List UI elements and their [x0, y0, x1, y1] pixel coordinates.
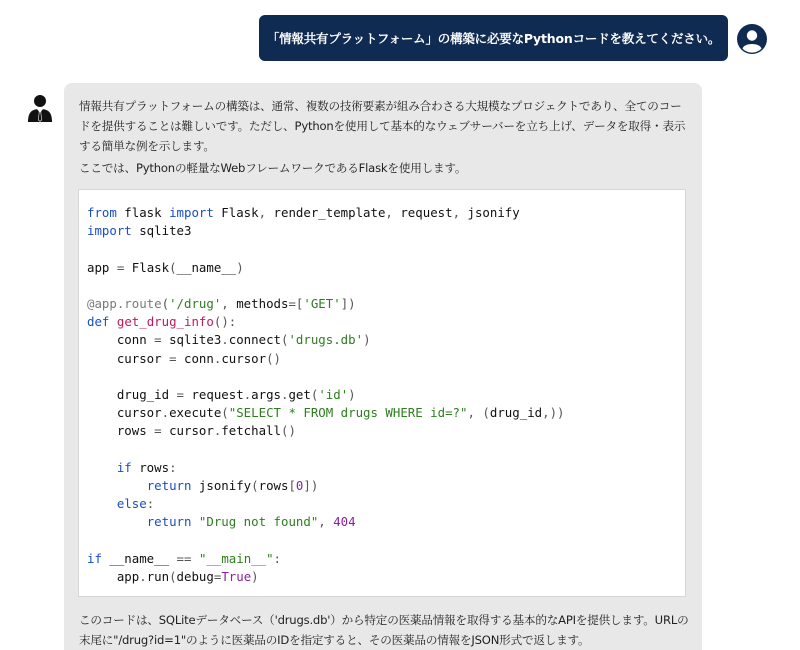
assistant-paragraph-intro: 情報共有プラットフォームの構築は、通常、複数の技術要素が組み合わさる大規模なプロジェクトであり、全てのコードを提供することは難しいです。ただし、Pythonを使用して基本的なウェブサーバーを立ち上げ、データを取得・表示する簡単な例を示します。 — [79, 99, 686, 153]
code-line: from flask import Flask, render_template, request, jsonify — [87, 205, 520, 220]
code-line: cursor = conn.cursor() — [87, 350, 282, 366]
code-line: rows = cursor.fetchall() — [87, 423, 296, 439]
code-line: if __name__ == "__main__": — [87, 550, 282, 566]
businessman-icon — [26, 94, 54, 122]
code-line: return "Drug not found", 404 — [146, 514, 356, 530]
code-line — [87, 240, 565, 258]
code-line: cursor.execute("SELECT * FROM drugs WHERE id=?", (drug_id,)) — [87, 405, 565, 421]
code-line: else: — [116, 496, 155, 511]
assistant-paragraph-explanation: このコードは、SQLiteデータベース（'drugs.db'）から特定の医薬品情報を取得する基本的なAPIを提供します。URLの末尾に"/drug?id=1"のように医薬品のIDを指定すると、その医薬品の情報をJSON形式で返します。 — [79, 613, 689, 647]
code-line: def get_drug_info(): — [87, 314, 237, 330]
user-message-bubble — [259, 15, 728, 61]
code-line: @app.route('/drug', methods=['GET']) — [87, 295, 356, 311]
code-line: return jsonify(rows[0]) — [146, 477, 319, 493]
assistant-paragraph-flask: ここでは、Pythonの軽量なWebフレームワークであるFlaskを使用します。 — [79, 161, 467, 175]
code-content — [87, 204, 565, 586]
code-line: drug_id = request.args.get('id') — [87, 386, 356, 402]
code-line: conn = sqlite3.connect('drugs.db') — [87, 332, 371, 348]
code-line — [87, 440, 565, 458]
user-circle-icon — [736, 23, 768, 55]
code-line — [87, 277, 565, 295]
code-line: if rows: — [116, 459, 177, 475]
code-line — [87, 531, 565, 549]
code-line: app.run(debug=True) — [87, 568, 259, 584]
user-message-text: 「情報共有プラットフォーム」の構築に必要なPythonコードを教えてください。 — [266, 31, 721, 46]
code-line: import sqlite3 — [87, 223, 192, 239]
code-block[interactable] — [78, 189, 686, 597]
code-line — [87, 368, 565, 386]
code-line: app = Flask(__name__) — [87, 259, 244, 275]
